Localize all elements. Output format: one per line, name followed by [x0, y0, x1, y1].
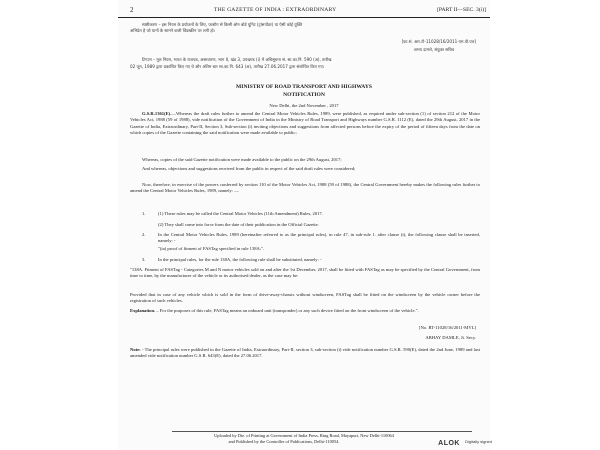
footer-line-1: Uploaded by Dte. of Printing at Government of India Press, Ring Road, Mayapuri, New Delhi-110064	[214, 433, 394, 438]
gsr-number: G.S.R.1361(E).	[142, 111, 172, 116]
paragraph-powers: Now, therefore, in exercise of the powers conferred by section 110 of the Motor Vehicles Act, 1988 (59 of 1988), the Central Government hereby makes the following rules further to amend the Central Motor Vehicles Rules, 1989, namely: —	[130, 182, 480, 194]
rule-3-number: 3.	[142, 257, 146, 262]
paragraph-gsr	[130, 111, 480, 137]
paragraph-gsr-text: —Whereas the draft rules further to amend the Central Motor Vehicles Rules, 1989, were published, as required under sub-section (1) of section 212 of the Motor Vehicles Act, 1988 (59 of 1988), vide notification of the Government of India in the Ministry of Road Transport and Highways number G.S.R. 1112 (E), dated the 29th August, 2017 in the Gazette of India, Extraordinary, Part-II, Section 3, Sub-section (i) inviting objections and suggestions from affected persons before the expiry of the period of fifteen days from the date on which copies of the Gazette containing the said notification were made available to public;	[130, 111, 480, 136]
reference-number: [No. RT-11028/16/2011-MVL]	[419, 325, 476, 330]
footer-line-2: and Published by the Controller of Publications, Delhi-110054.	[228, 439, 340, 444]
hindi-note-line2: 02 जून, 1989 द्वारा प्रकाशित किए गए थे और अंतिम बार सा.का.नि. 643 (अ), तारीख 27.06.2017 द्वारा संशोधित किए गए।	[130, 64, 325, 69]
hindi-explanation-line2: अभिप्रेत है जो यानों के सामने वाली विंडस्क्रीन पर लगी हो।	[130, 28, 216, 33]
note-text: - The principal rules were published in the Gazette of India, Extraordinary, Part-II, section 3, sub-section (i) vide notification number G.S.R. 590(E), dated the 2nd June, 1989 and last amended vide notification number G.S.R. 643(E), dated the 27.06.2017.	[130, 347, 480, 359]
rule-1-number: 1.	[142, 211, 146, 216]
page-header	[118, 4, 490, 18]
paragraph-objections: And whereas, objections and suggestions received from the public in respect of the said draft rules were considered;	[142, 166, 356, 171]
paragraph-copies: Whereas, copies of the said Gazette notification were made available to the public on the 29th August, 2017;	[142, 157, 342, 162]
rule-138a-explanation	[130, 308, 480, 314]
part-section: [PART II—SEC. 3(i)]	[437, 7, 486, 13]
signature-stamp: ALOK	[438, 440, 460, 447]
digital-signature-label: Digitally signed	[465, 439, 492, 444]
rule-1-short-title: (1) These rules may be called the Central Motor Vehicles (11th Amendment) Rules, 2017.	[158, 211, 323, 216]
explanation-text: – For the purposes of this rule, FASTag means an onboard unit (transponder) or any such device fitted on the front windscreen of the vehicle.".	[155, 308, 419, 313]
gazette-page	[118, 0, 490, 450]
rule-138a-proviso: Provided that in case of any vehicle which is sold in the form of drive-away-chassis without windscreen, FASTag shall be fitted on the windscreen by the vehicle owner before the registration of such vehicles.	[130, 292, 480, 304]
hindi-explanation-line1: स्पष्टीकरण – इस नियम के प्रयोजनों के लिए, फास्टैग से किसी ऑन बोर्ड यूनिट (ट्रांसपोंडर) या ऐसी कोई युक्ति	[142, 22, 303, 27]
notification-date: New Delhi, the 2nd November , 2017	[269, 103, 339, 108]
page-number: 2	[130, 6, 134, 14]
note-paragraph	[130, 347, 480, 360]
footer-divider	[172, 431, 472, 432]
hindi-signatory: अभय दामले, संयुक्त सचिव	[413, 47, 454, 52]
rule-2-number: 2.	[142, 232, 146, 237]
rule-2-clause: "(ia) proof of fitment of FASTag specified in rule 138A;".	[158, 246, 265, 251]
ministry-title: MINISTRY OF ROAD TRANSPORT AND HIGHWAYS	[235, 84, 372, 90]
rule-3-text: In the principal rules, for the rule 138A, the following rule shall be substituted, namely: -	[158, 257, 322, 262]
rule-1-commencement: (2) They shall come into force from the date of their publication in the Official Gazette.	[158, 222, 319, 227]
rule-138a-text: "138A. Fitment of FASTag - Categories M and N motor vehicles sold on and after the 1st December, 2017, shall be fitted with FASTag as may be specified by the Central Government, from time to time, by the manufacturer of the vehicle or its authorised dealer, as the case may be:	[130, 267, 480, 279]
hindi-file-reference: [फा.सं. आर.टी-11028/16/2011-एम.वी.एल]	[401, 39, 476, 44]
hindi-note-line1: टिप्पण – मूल नियम, भारत के राजपत्र, असाधारण, भाग II, खंड 3, उपखण्ड (i) में अधिसूचना सं. सा.का.नि. 590 (अ), तारीख	[142, 57, 332, 62]
signatory-name: ABHAY DAMLE, Jt. Secy.	[425, 335, 476, 340]
rule-2-text: In the Central Motor Vehicles Rules, 1989 (hereinafter referred to as the principal rules), in rule 47, in sub-rule 1. after clause (i), the following clause shall be inserted, namely: -	[158, 232, 480, 244]
gazette-title: THE GAZETTE OF INDIA : EXTRAORDINARY	[214, 7, 337, 13]
explanation-label: Explanation.	[130, 308, 156, 313]
notification-heading: NOTIFICATION	[283, 92, 325, 98]
note-label: Note:	[130, 347, 141, 352]
